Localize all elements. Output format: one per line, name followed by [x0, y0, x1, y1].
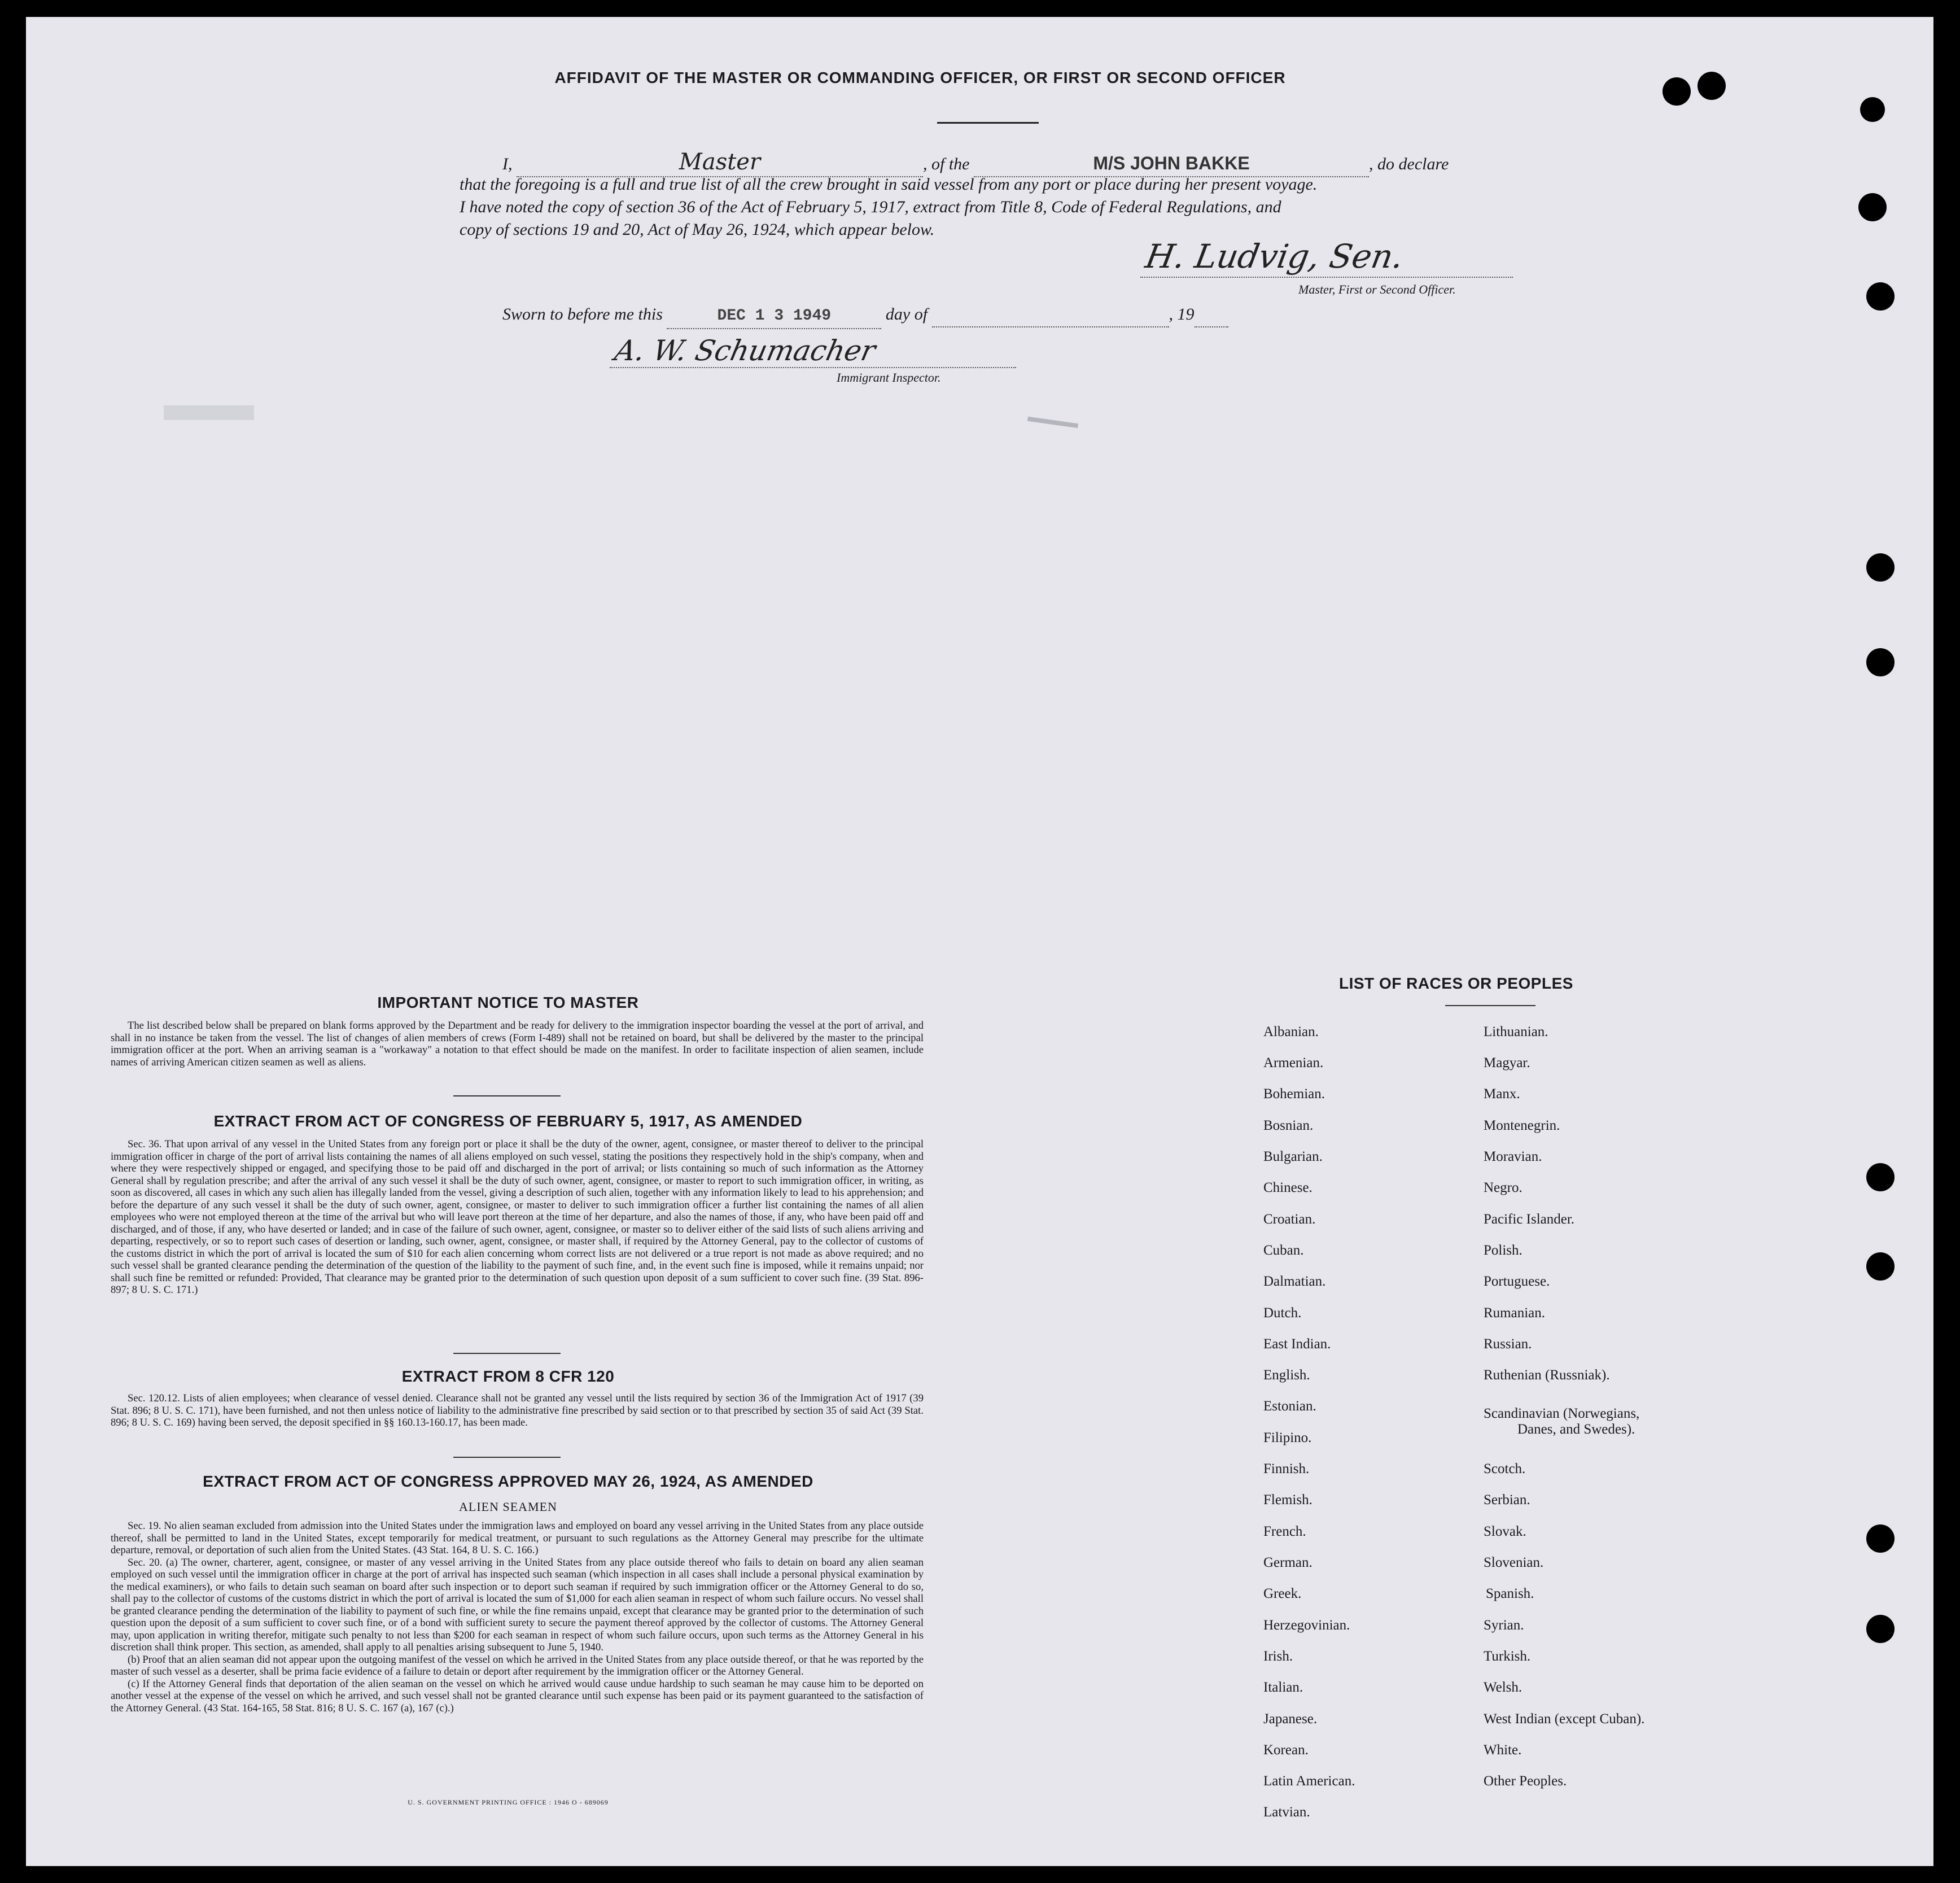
master-signature: H. Ludvig, Sen.	[1143, 237, 1407, 276]
race-item: Korean.	[1263, 1742, 1309, 1758]
day-of-label: day of	[885, 305, 928, 324]
races-heading: LIST OF RACES OR PEOPLES	[1339, 975, 1573, 992]
punch-hole	[1866, 282, 1895, 311]
extract-1924-heading: EXTRACT FROM ACT OF CONGRESS APPROVED MAY 26, 1924, AS AMENDED	[203, 1473, 813, 1490]
inspector-signature: A. W. Schumacher	[611, 334, 879, 367]
race-item: Italian.	[1263, 1680, 1303, 1695]
race-item: Irish.	[1263, 1649, 1293, 1664]
race-item: Bosnian.	[1263, 1118, 1314, 1133]
race-item: Croatian.	[1263, 1212, 1316, 1227]
section-20b-paragraph: (b) Proof that an alien seaman did not appear upon the outgoing manifest of the vessel on which he arrived in the United States from any place outside thereof, or that he was reported by the master of such vessel as a deserter, shall be prima facie evidence of a failure to detain or deport after requirement by the immigration officer or the Attorney General.	[111, 1653, 924, 1677]
punch-hole	[1866, 648, 1895, 676]
race-item: Lithuanian.	[1484, 1024, 1548, 1039]
race-item: Latin American.	[1263, 1773, 1355, 1789]
race-item: Montenegrin.	[1484, 1118, 1560, 1133]
punch-hole	[1866, 1252, 1895, 1281]
notice-heading: IMPORTANT NOTICE TO MASTER	[377, 994, 639, 1011]
section-36-paragraph: Sec. 36. That upon arrival of any vessel in the United States from any foreign port or place it shall be the duty of the owner, agent, consignee, or master thereof to deliver to the principal immigration officer in charge of the port of arrival lists containing the names of all aliens employed on such vessel, stating the positions they respectively hold in the ship's company, when and where they were respectively shipped or engaged, and specifying those to be paid off and discharged in the port of arrival; or lists containing so much of such information as the Attorney General shall by regulation prescribe; and after the arrival of any such vessel it shall be the duty of such owner, agent, consignee, or master to report to such immigration officer, in writing, as soon as discovered, all cases in which any such alien has illegally landed from the vessel, giving a description of such alien, together with any information likely to lead to his apprehension; and before the departure of any such vessel it shall be the duty of such owner, agent, consignee, or master to deliver to such immigration officer a further list containing the names of all alien employees who were not employed thereon at the time of the arrival but who will leave port thereon at the time of her departure, and also the names of those, if any, who have been paid off and discharged, and of those, if any, who have deserted or landed; and in case of the failure of such owner, agent, consignee, or master so to deliver either of the said lists of such aliens arriving and departing, respectively, or so to report such cases of desertion or landing, such owner, agent, consignee, or master shall, if required by the Attorney General, pay to the collector of customs of the customs district in which the port of arrival is located the sum of $10 for each alien concerning whom correct lists are not delivered or a true report is not made as above required; and no such vessel shall be granted clearance pending the determination of the question of the liability to the payment of such fine, and, in the event such fine is imposed, while it remains unpaid; nor shall such fine be remitted or refunded: Provided, That clearance may be granted prior to the determination of such question upon deposit of a sum sufficient to cover such fine. (39 Stat. 896-897; 8 U. S. C. 171.)	[111, 1138, 924, 1296]
affidavit-title: AFFIDAVIT OF THE MASTER OR COMMANDING OFFICER, OR FIRST OR SECOND OFFICER	[554, 69, 1286, 86]
race-item: English.	[1263, 1368, 1310, 1383]
section-20a-paragraph: Sec. 20. (a) The owner, charterer, agent, consignee, or master of any vessel arriving in the United States from any place outside thereof who fails to detain on board any alien seaman employed on such vessel until the immigration officer in charge at the port of arrival has inspected such seaman (which inspection in all cases shall include a personal physical examination by the medical examiners), or who fails to detain such seaman on board after such inspection or to deport such seaman if required by such immigration officer or the Attorney General to do so, shall pay to the collector of customs of the customs district in which the port of arrival is located the sum of $1,000 for each alien seaman in respect of whom such failure occurs. No vessel shall be granted clearance pending the determination of the liability to payment of such fine, or while the fine remains unpaid, except that clearance may be granted prior to the determination of such question upon the deposit of a sum sufficient to cover such fine, or of a bond with sufficient surety to secure the payment thereof approved by the collector of customs. The Attorney General may, upon application in writing therefor, mitigate such penalty to not less than $200 for each seaman in respect of whom such failure occurs, upon such terms as the Attorney General in his discretion shall think proper. This section, as amended, shall apply to all penalties arising subsequent to June 5, 1940.	[111, 1556, 924, 1653]
race-item: Welsh.	[1484, 1680, 1523, 1695]
section-rule	[453, 1457, 561, 1458]
do-declare-label: , do declare	[1369, 155, 1449, 173]
title-rule	[937, 122, 1039, 124]
race-item: Slovak.	[1484, 1524, 1526, 1539]
of-the-label: , of the	[923, 155, 970, 173]
races-column-2	[1484, 1024, 1800, 1826]
race-item: Ruthenian (Russniak).	[1484, 1368, 1610, 1383]
race-item: Negro.	[1484, 1180, 1523, 1195]
notice-text	[111, 1020, 924, 1068]
race-item: Serbian.	[1484, 1492, 1530, 1508]
race-item: Syrian.	[1484, 1618, 1524, 1633]
master-caption: Master, First or Second Officer.	[1298, 282, 1456, 296]
race-item: Finnish.	[1263, 1461, 1310, 1476]
inspector-signature-line	[610, 367, 1016, 368]
race-item: Turkish.	[1484, 1649, 1531, 1664]
section-20c-paragraph: (c) If the Attorney General finds that deportation of the alien seaman on the vessel on which he arrived would cause undue hardship to such seaman he may cause him to be deported on another vessel at the expense of the vessel on which he arrived, and such vessel shall not be granted clearance until such expense has been paid or its payment guaranteed to the satisfaction of the Attorney General. (43 Stat. 164-165, 58 Stat. 816; 8 U. S. C. 167 (a), 167 (c).)	[111, 1677, 924, 1714]
race-item: Filipino.	[1263, 1430, 1312, 1445]
punch-hole	[1866, 1524, 1895, 1553]
race-item: Dutch.	[1263, 1305, 1302, 1321]
date-stamp: DEC 1 3 1949	[717, 307, 832, 325]
punch-hole	[1858, 193, 1887, 221]
extract-cfr-text	[111, 1392, 924, 1429]
extract-1917-text	[111, 1138, 924, 1296]
sworn-label: Sworn to before me this	[502, 305, 663, 324]
race-item: Estonian.	[1263, 1399, 1316, 1414]
year-field	[1195, 303, 1228, 327]
section-rule	[453, 1095, 561, 1096]
race-item: Scandinavian (Norwegians,	[1484, 1406, 1640, 1421]
race-item: Bulgarian.	[1263, 1149, 1323, 1164]
race-item: Chinese.	[1263, 1180, 1313, 1195]
notice-paragraph: The list described below shall be prepared on blank forms approved by the Department and be ready for delivery to the immigration inspector boarding the vessel at the port of arrival, and shall in no instance be taken from the vessel. The list of changes of alien members of crews (Form I-489) shall not be retained on board, but shall be delivered by the master to the principal immigration officer at the port. When an arriving seaman is a "workaway" a notation to that effect should be made on the manifest. In order to facilitate inspection of alien seamen, include names of arriving American citizen seamen as well as aliens.	[111, 1020, 924, 1068]
race-item: Portuguese.	[1484, 1274, 1550, 1289]
affidavit-line2: that the foregoing is a full and true list of all the crew brought in said vessel from any port or place during her present voyage.	[460, 175, 1318, 194]
month-field	[932, 303, 1169, 327]
race-item: East Indian.	[1263, 1336, 1331, 1352]
race-item: Scotch.	[1484, 1461, 1526, 1476]
year-label: , 19	[1169, 305, 1195, 324]
vessel-name-stamp: M/S JOHN BAKKE	[1093, 153, 1250, 173]
officer-title-handwritten: Master	[679, 149, 761, 175]
affidavit-line4: copy of sections 19 and 20, Act of May 26, 1924, which appear below.	[460, 220, 935, 239]
section-rule	[453, 1353, 561, 1354]
race-item: Polish.	[1484, 1243, 1523, 1258]
printing-office-imprint: U. S. GOVERNMENT PRINTING OFFICE : 1946 O - 689069	[408, 1798, 609, 1806]
punch-hole	[1866, 1615, 1895, 1643]
race-item: Spanish.	[1486, 1586, 1534, 1601]
race-item: Moravian.	[1484, 1149, 1542, 1164]
section-19-paragraph: Sec. 19. No alien seaman excluded from admission into the United States under the immigration laws and employed on board any vessel arriving in the United States from any place outside thereof, shall be permitted to land in the United States, except temporarily for medical treatment, or pursuant to such regulations as the Attorney General may prescribe for the ultimate departure, removal, or deportation of such alien from the United States. (43 Stat. 164, 8 U. S. C. 166.)	[111, 1520, 924, 1556]
race-item: Pacific Islander.	[1484, 1212, 1575, 1227]
extract-1917-heading: EXTRACT FROM ACT OF CONGRESS OF FEBRUARY 5, 1917, AS AMENDED	[213, 1112, 803, 1130]
race-item: West Indian (except Cuban).	[1484, 1711, 1645, 1727]
races-heading-rule	[1445, 1005, 1535, 1006]
race-item: Manx.	[1484, 1086, 1520, 1102]
race-item: Bohemian.	[1263, 1086, 1325, 1102]
race-item: Other Peoples.	[1484, 1773, 1567, 1789]
race-item: Japanese.	[1263, 1711, 1318, 1727]
race-item: Magyar.	[1484, 1055, 1530, 1071]
race-item: Dalmatian.	[1263, 1274, 1326, 1289]
sworn-date-field	[667, 303, 881, 329]
race-item: Latvian.	[1263, 1805, 1310, 1820]
sworn-line	[502, 303, 1228, 329]
race-item: Rumanian.	[1484, 1305, 1546, 1321]
inspector-caption: Immigrant Inspector.	[837, 370, 941, 385]
alien-seamen-subheading: ALIEN SEAMEN	[459, 1500, 557, 1514]
bleed-through-artifact	[164, 405, 254, 420]
race-item: German.	[1263, 1555, 1313, 1570]
extract-1924-text	[111, 1520, 924, 1714]
race-item: Cuban.	[1263, 1243, 1304, 1258]
race-item: Albanian.	[1263, 1024, 1319, 1039]
affidavit-line3: I have noted the copy of section 36 of the Act of February 5, 1917, extract from Title 8, Code of Federal Regulations, and	[460, 198, 1281, 216]
race-item: Greek.	[1263, 1586, 1302, 1601]
i-label: I,	[502, 155, 513, 173]
punch-hole	[1866, 553, 1895, 582]
punch-hole	[1866, 1163, 1895, 1191]
punch-hole	[1860, 97, 1885, 122]
race-item: Slovenian.	[1484, 1555, 1544, 1570]
race-item: Armenian.	[1263, 1055, 1324, 1071]
race-item: White.	[1484, 1742, 1522, 1758]
race-item: Russian.	[1484, 1336, 1532, 1352]
race-item: Flemish.	[1263, 1492, 1313, 1508]
race-item: Herzegovinian.	[1263, 1618, 1350, 1633]
race-item: Danes, and Swedes).	[1517, 1422, 1635, 1437]
extract-cfr-heading: EXTRACT FROM 8 CFR 120	[401, 1368, 615, 1385]
section-120-paragraph: Sec. 120.12. Lists of alien employees; when clearance of vessel denied. Clearance shall not be granted any vessel until the lists required by section 36 of the Immigration Act of 1917 (39 Stat. 896; 8 U. S. C. 171), have been furnished, and not then unless notice of liability to the administrative fine prescribed by said section or to that prescribed by section 35 of said Act (39 Stat. 896; 8 U. S. C. 169) having been served, the deposit specified in §§ 160.13-160.17, has been made.	[111, 1392, 924, 1428]
race-item: French.	[1263, 1524, 1306, 1539]
